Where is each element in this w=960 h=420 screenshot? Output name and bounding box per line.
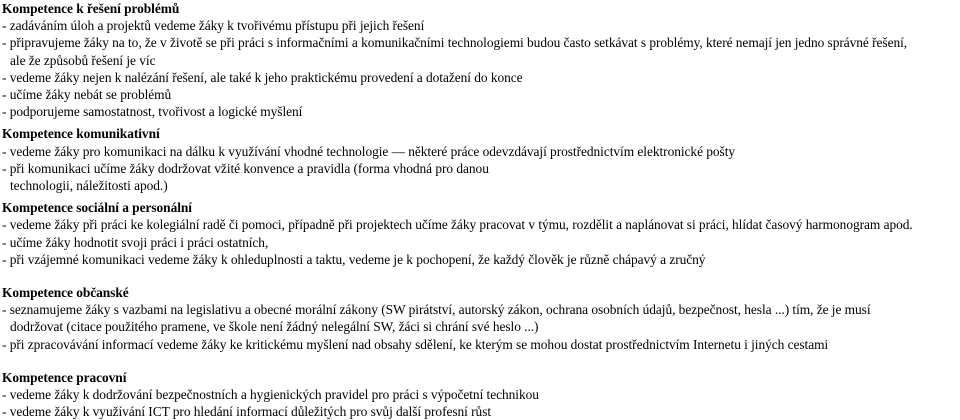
list-item: - připravujeme žáky na to, že v životě se při práci s informačními a komunikačními technologiemi budou často setkávat s problémy, které nemají jen jedno správné řešení, (2, 35, 908, 51)
list-item: - seznamujeme žáky s vazbami na legislativu a obecné morální zákony (SW pirátství, autorský zákon, ochrana osobních údajů, bezpečnost, hesla ...) tím, že je musí (2, 302, 871, 318)
list-item: - vedeme žáky nejen k nalézání řešení, ale také k jeho praktickému provedení a dotažení do konce (2, 69, 523, 85)
list-item-continuation: dodržovat (citace použitého pramene, ve škole není žádný nelegální SW, žáci si chrání své heslo ...) (10, 319, 539, 335)
section-title: Kompetence komunikativní (2, 126, 160, 142)
section-title: Kompetence sociální a personální (2, 200, 192, 216)
section-gap (2, 353, 958, 369)
list-item: - učíme žáky hodnotit svoji práci i práci ostatních, (2, 234, 269, 250)
document (2, 0, 958, 420)
section-title: Kompetence občanské (2, 285, 129, 301)
list-item: - vedeme žáky k dodržování bezpečnostních a hygienických pravidel pro práci s výpočetní technikou (2, 387, 539, 403)
section-work (2, 369, 958, 420)
section-communicative (2, 125, 958, 194)
section-problem-solving (2, 0, 958, 120)
section-civic (2, 284, 958, 353)
list-item-continuation: ale že způsobů řešení je víc (10, 52, 156, 68)
list-item: - zadáváním úloh a projektů vedeme žáky k tvořivému přístupu při jejich řešení (2, 18, 425, 34)
section-title: Kompetence pracovní (2, 369, 127, 385)
list-item: - vedeme žáky k využívání ICT pro hledání informací důležitých pro svůj další profesní růst (2, 404, 492, 420)
list-item: - podporujeme samostatnost, tvořivost a logické myšlení (2, 104, 303, 120)
list-item: - vedeme žáky pro komunikaci na dálku k využívání vhodné technologie — některé práce odevzdávají prostřednictvím elektronické pošty (2, 143, 736, 159)
section-gap (2, 268, 958, 284)
section-title: Kompetence k řešení problémů (2, 1, 180, 16)
list-item-continuation: technologii, náležitosti apod.) (10, 178, 168, 194)
list-item: - při zpracovávání informací vedeme žáky ke kritickému myšlení nad obsahy sdělení, ke kterým se mohou dostat prostřednictvím Internetu i jiných cestami (2, 336, 829, 352)
section-social-personal (2, 199, 958, 268)
list-item: - učíme žáky nebát se problémů (2, 87, 172, 103)
list-item: - vedeme žáky při práci ke kolegiální radě či pomoci, případně při projektech učíme žáky pracovat v týmu, rozdělit a naplánovat si práci, hlídat časový harmonogram apod. (2, 217, 913, 233)
list-item: - při komunikaci učíme žáky dodržovat vžité konvence a pravidla (forma vhodná pro danou (2, 160, 489, 176)
list-item: - při vzájemné komunikaci vedeme žáky k ohleduplnosti a taktu, vedeme je k pochopení, že každý člověk je různě chápavý a zručný (2, 251, 706, 267)
